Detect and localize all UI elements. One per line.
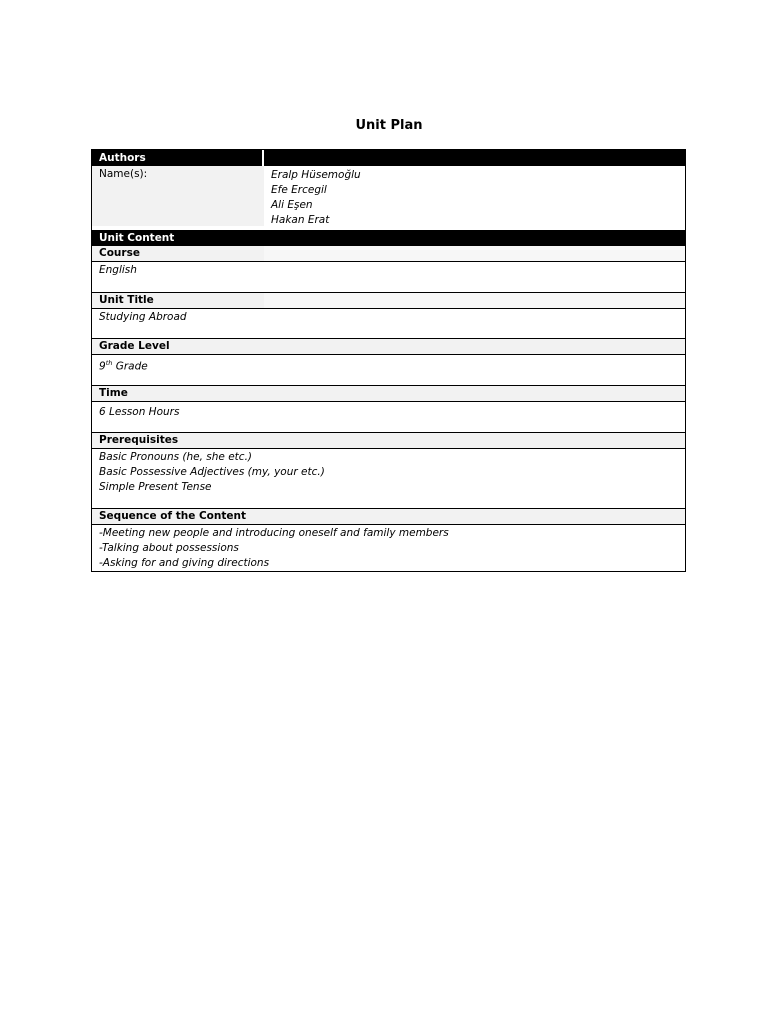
sequence-body [92, 525, 685, 571]
unit-content-header [92, 230, 685, 246]
time-label: Time [99, 387, 128, 399]
grade-level-label: Grade Level [99, 340, 170, 352]
prerequisite-item: Basic Possessive Adjectives (my, your etc.) [99, 466, 325, 478]
authors-names-row [92, 166, 685, 230]
sequence-header [92, 508, 685, 525]
course-header [92, 246, 685, 262]
prerequisites-label: Prerequisites [99, 434, 179, 446]
author-name: Efe Ercegil [271, 184, 327, 196]
author-name: Ali Eşen [271, 199, 313, 211]
authors-header [92, 150, 685, 166]
course-body [92, 262, 685, 292]
names-label: Name(s): [92, 166, 264, 226]
time-value: 6 Lesson Hours [99, 406, 180, 418]
sequence-item: -Talking about possessions [99, 542, 239, 554]
prerequisite-item: Simple Present Tense [99, 481, 212, 493]
time-header [92, 385, 685, 402]
course-label: Course [99, 247, 140, 259]
sequence-item: -Meeting new people and introducing oneself and family members [99, 527, 449, 539]
unit-title-body [92, 309, 685, 338]
author-name: Eralp Hüsemoğlu [271, 169, 361, 181]
unit-title-header [92, 292, 685, 309]
course-value: English [99, 264, 137, 276]
prerequisites-header [92, 432, 685, 449]
unit-content-header-label: Unit Content [99, 232, 175, 244]
unit-title-value: Studying Abroad [99, 311, 187, 323]
page-title: Unit Plan [355, 118, 423, 133]
prerequisites-body [92, 449, 685, 508]
names-list [264, 166, 685, 230]
author-name: Hakan Erat [271, 214, 330, 226]
sequence-label: Sequence of the Content [99, 510, 247, 522]
unit-title-label: Unit Title [99, 294, 154, 306]
authors-header-label: Authors [92, 150, 264, 166]
grade-level-header [92, 338, 685, 355]
time-body [92, 402, 685, 432]
sequence-item: -Asking for and giving directions [99, 557, 270, 569]
unit-plan-table [91, 149, 686, 572]
prerequisite-item: Basic Pronouns (he, she etc.) [99, 451, 252, 463]
grade-level-body [92, 355, 685, 385]
grade-level-value: 9th Grade [99, 359, 148, 373]
